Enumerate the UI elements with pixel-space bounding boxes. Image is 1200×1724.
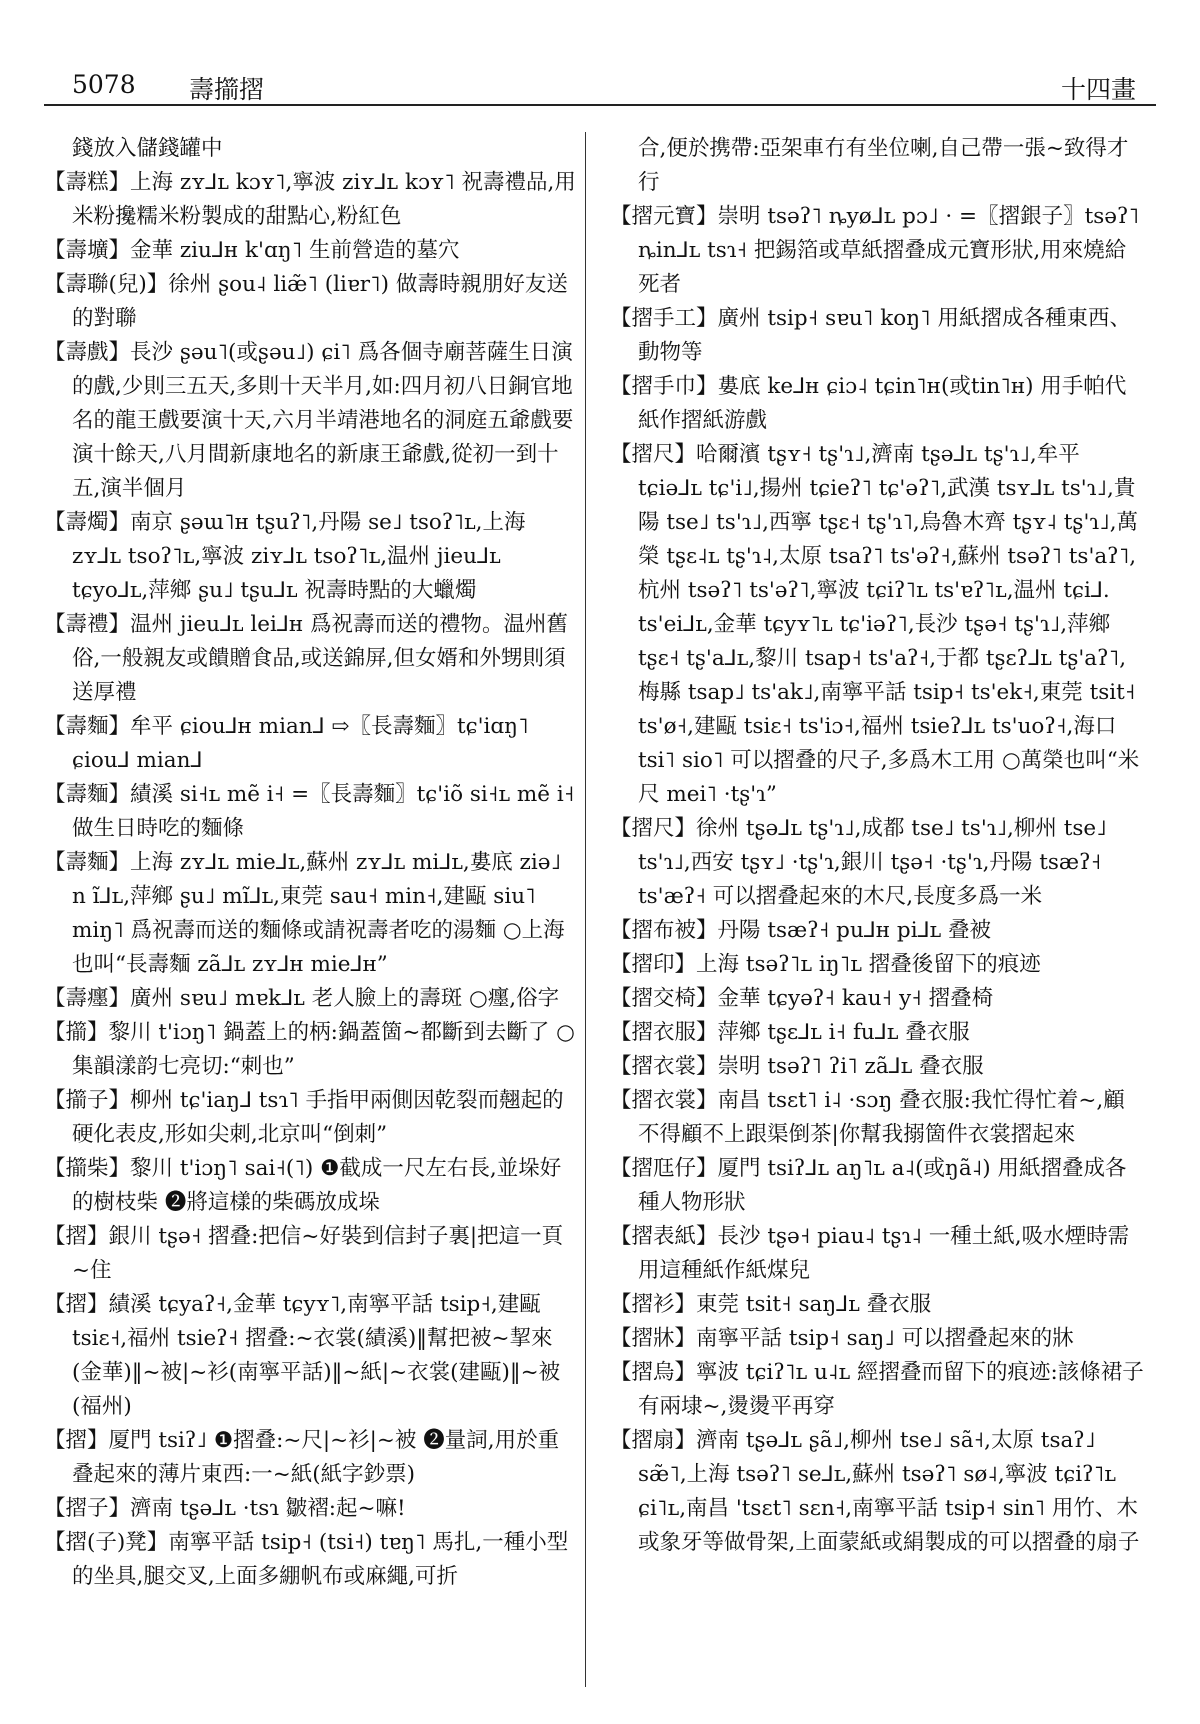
dictionary-entry: 【摺扇】濟南 tʂə⅃ʟ ʂã˩,柳州 tse˩ sã˧,太原 tsaʔ˩ sæ̃˥,上海 tsəʔ˥ se⅃ʟ,蘇州 tsəʔ˥ sø˨,寧波 tɕiʔ˥ʟ ɕi˥ʟ,南昌 'tsɛt˥ sɛn˧,南寧平話 tsip˧ sin˥ 用竹、木或象牙等做骨架,上面蒙紙或絹製成的可以摺叠的扇子 [610,1428,1140,1555]
column-divider [585,132,586,1687]
dictionary-entry: 【壽癦】廣州 sɐu˩ mɐk⅃ʟ 老人臉上的壽斑 ○癦,俗字 [44,986,560,1011]
right-column [610,132,1145,1560]
stroke-count-section: 十四畫 [1060,75,1136,104]
page-header [44,62,1156,106]
dictionary-entry: 【摺交椅】金華 tɕyəʔ˧ kau˧ y˧ 摺叠椅 [610,986,994,1011]
left-column [44,132,579,1594]
dictionary-entry: 【摺】績溪 tɕyaʔ˧,金華 tɕyʏ˥,南寧平話 tsip˧,建甌 tsiɛ˧,福州 tsieʔ˧ 摺叠:~衣裳(績溪)‖幫把被~挈來(金華)‖~被|~衫(南寧平話)‖~紙|~衣裳(建甌)‖~被(福州) [44,1292,561,1419]
dictionary-entry: 【摺衣服】萍鄉 tʂɛ⅃ʟ i˧ fu⅃ʟ 叠衣服 [610,1020,970,1045]
dictionary-entry: 【擶柴】黎川 t'iɔŋ˥ sai˧(˥) ❶截成一尺左右長,並垛好的樹枝柴 ❷將這樣的柴碼放成垛 [44,1156,562,1215]
dictionary-entry: 【壽禮】温州 jieu⅃ʟ lei⅃ʜ 爲祝壽而送的禮物。温州舊俗,一般親友或饋贈食品,或送錦屏,但女婿和外甥則須送厚禮 [44,612,569,705]
dictionary-entry: 【摺手工】廣州 tsip˧ sɐu˥ koŋ˥ 用紙摺成各種東西、動物等 [610,306,1131,365]
dictionary-entry: 【摺】厦門 tsiʔ˩ ❶摺叠:~尺|~衫|~被 ❷量詞,用於重叠起來的薄片東西:一~紙(紙字鈔票) [44,1428,560,1487]
dictionary-entry: 合,便於携帶:亞架車冇有坐位喇,自己帶一張~致得才行 [638,136,1129,195]
dictionary-entry: 【摺】銀川 tʂə˧ 摺叠:把信~好裝到信封子裏|把這一頁~住 [44,1224,564,1283]
dictionary-entry: 【摺子】濟南 tʂə⅃ʟ ·tsɿ 皺褶:起~嘛! [44,1496,406,1521]
dictionary-entry: 錢放入儲錢罐中 [72,136,223,161]
dictionary-entry: 【摺牀】南寧平話 tsip˧ saŋ˩ 可以摺叠起來的牀 [610,1326,1074,1351]
dictionary-entry: 【壽燭】南京 ʂəɯ˥ʜ tʂuʔ˥,丹陽 se˩ tsoʔ˥ʟ,上海 zʏ⅃ʟ tsoʔ˥ʟ,寧波 ziʏ⅃ʟ tsoʔ˥ʟ,温州 jieu⅃ʟ tɕyo⅃ʟ,萍鄉 ʂu˩ tʂu⅃ʟ 祝壽時點的大蠟燭 [44,510,526,603]
dictionary-entry: 【擶】黎川 t'iɔŋ˥ 鍋蓋上的柄:鍋蓋箇~都斷到去斷了 ○集韻漾韵七亮切:“刺也” [44,1020,575,1079]
dictionary-entry: 【壽麵】績溪 si˧ʟ mẽ i˧ =〖長壽麵〗tɕ'iõ si˧ʟ mẽ i˧ 做生日時吃的麵條 [44,782,575,841]
dictionary-entry: 【摺尺】哈爾濱 tʂʏ˧ tʂ'ɿ˩,濟南 tʂə⅃ʟ tʂ'ɿ˩,牟平 tɕiə⅃ʟ tɕ'i˩,揚州 tɕieʔ˥ tɕ'əʔ˥,武漢 tsʏ⅃ʟ ts'ɿ˩,貴陽 tse˩ ts'ɿ˩,西寧 tʂɛ˧ tʂ'ɿ˥,烏魯木齊 tʂʏ˨ tʂ'ɿ˩,萬榮 tʂɛ˨ʟ tʂ'ɿ˨,太原 tsaʔ˥ ts'əʔ˧,蘇州 tsəʔ˥ ts'aʔ˥,杭州 tsəʔ˥ ts'əʔ˥,寧波 tɕiʔ˥ʟ ts'ɐʔ˥ʟ,温州 tɕi⅃. ts'ei⅃ʟ,金華 tɕyʏ˥ʟ tɕ'iəʔ˥,長沙 tʂə˧ tʂ'ɿ˩,萍鄉 tʂɛ˧ tʂ'a⅃ʟ,黎川 tsap˧ ts'aʔ˧,于都 tʂɛʔ⅃ʟ tʂ'aʔ˥,梅縣 tsap˩ ts'ak˩,南寧平話 tsip˧ ts'ek˧,東莞 tsit˧ ts'ø˧,建甌 tsiɛ˧ ts'iɔ˧,福州 tsieʔ⅃ʟ ts'uoʔ˧,海口 tsi˥ sio˥ 可以摺叠的尺子,多爲木工用 ○萬榮也叫“米尺 mei˥ ·tʂ'ɿ” [610,442,1140,807]
dictionary-entry: 【摺印】上海 tsəʔ˥ʟ iŋ˥ʟ 摺叠後留下的痕迹 [610,952,1041,977]
dictionary-entry: 【摺布被】丹陽 tsæʔ˧ pu⅃ʜ pi⅃ʟ 叠被 [610,918,992,943]
dictionary-entry: 【摺尺】徐州 tʂə⅃ʟ tʂ'ɿ˩,成都 tse˩ ts'ɿ˩,柳州 tse˩ ts'ɿ˩,西安 tʂʏ˩ ·tʂ'ɿ,銀川 tʂə˧ ·tʂ'ɿ,丹陽 tsæʔ˧ ts'æʔ˧ 可以摺叠起來的木尺,長度多爲一米 [610,816,1107,909]
dictionary-entry: 【摺衣裳】崇明 tsəʔ˥ ʔi˥ zã⅃ʟ 叠衣服 [610,1054,984,1079]
dictionary-entry: 【摺元寶】崇明 tsəʔ˥ ȵyø⅃ʟ pɔ˩ · =〖摺銀子〗tsəʔ˥ ȵin⅃ʟ tsɿ˧ 把錫箔或草紙摺叠成元寶形狀,用來燒給死者 [610,204,1140,297]
dictionary-entry: 【摺手巾】婁底 ke⅃ʜ ɕiɔ˨ tɕin˥ʜ(或tin˥ʜ) 用手帕代紙作摺紙游戲 [610,374,1127,433]
dictionary-entry: 【摺尫仔】厦門 tsiʔ⅃ʟ aŋ˥ʟ a˨(或ŋã˨) 用紙摺叠成各種人物形狀 [610,1156,1127,1215]
dictionary-entry: 【摺衣裳】南昌 tsɛt˥ i˨ ·sɔŋ 叠衣服:我忙得忙着~,顧不得顧不上跟渠倒茶|你幫我搦箇件衣裳摺起來 [610,1088,1125,1147]
dictionary-entry: 【擶子】柳州 tɕ'iaŋ⅃ tsɿ˥ 手指甲兩側因乾裂而翹起的硬化表皮,形如尖刺,北京叫“倒刺” [44,1088,564,1147]
dictionary-entry: 【壽麵】牟平 ɕiou⅃ʜ mian⅃ ⇨〖長壽麵〗tɕ'iɑŋ˥ ɕiou⅃ mian⅃ [44,714,529,773]
page-number: 5078 [72,70,136,99]
dictionary-entry: 【壽聯(兒)】徐州 ʂou˨ liæ̃˥ (liɐr˥) 做壽時親朋好友送的對聯 [44,272,568,331]
dictionary-entry: 【壽麵】上海 zʏ⅃ʟ mie⅃ʟ,蘇州 zʏ⅃ʟ mi⅃ʟ,婁底 ziə˩ n ĩ⅃ʟ,萍鄉 ʂu˩ mĩ⅃ʟ,東莞 sau˧ min˧,建甌 siu˥ miŋ˥ 爲祝壽而送的麵條或請祝壽者吃的湯麵 ○上海也叫“長壽麵 zã⅃ʟ zʏ⅃ʜ mie⅃ʜ” [44,850,565,977]
dictionary-entry: 【摺(子)凳】南寧平話 tsip˧ (tsi˧) tɐŋ˥ 馬扎,一種小型的坐具,腿交叉,上面多綳帆布或麻繩,可折 [44,1530,569,1589]
dictionary-entry: 【壽壙】金華 ziu⅃ʜ k'ɑŋ˥ 生前營造的墓穴 [44,238,460,263]
dictionary-entry: 【壽糕】上海 zʏ⅃ʟ kɔʏ˥,寧波 ziʏ⅃ʟ kɔʏ˥ 祝壽禮品,用米粉攙糯米粉製成的甜點心,粉紅色 [44,170,576,229]
dictionary-entry: 【壽戲】長沙 ʂəu˥(或ʂəu˩) ɕi˥ 爲各個寺廟菩薩生日演的戲,少則三五天,多則十天半月,如:四月初八日銅官地名的龍王戲要演十天,六月半靖港地名的洞庭五爺戲要演十餘天,八月間新康地名的新康王爺戲,從初一到十五,演半個月 [44,340,574,501]
dictionary-entry: 【摺烏】寧波 tɕiʔ˥ʟ u˨ʟ 經摺叠而留下的痕迹:該條裙子有兩埭~,燙燙平再穿 [610,1360,1144,1419]
running-headword: 壽擶摺 [189,75,265,104]
dictionary-entry: 【摺表紙】長沙 tʂə˧ piau˨ tʂɿ˨ 一種土紙,吸水煙時需用這種紙作紙煤兒 [610,1224,1130,1283]
dictionary-entry: 【摺衫】東莞 tsit˧ saŋ⅃ʟ 叠衣服 [610,1292,932,1317]
